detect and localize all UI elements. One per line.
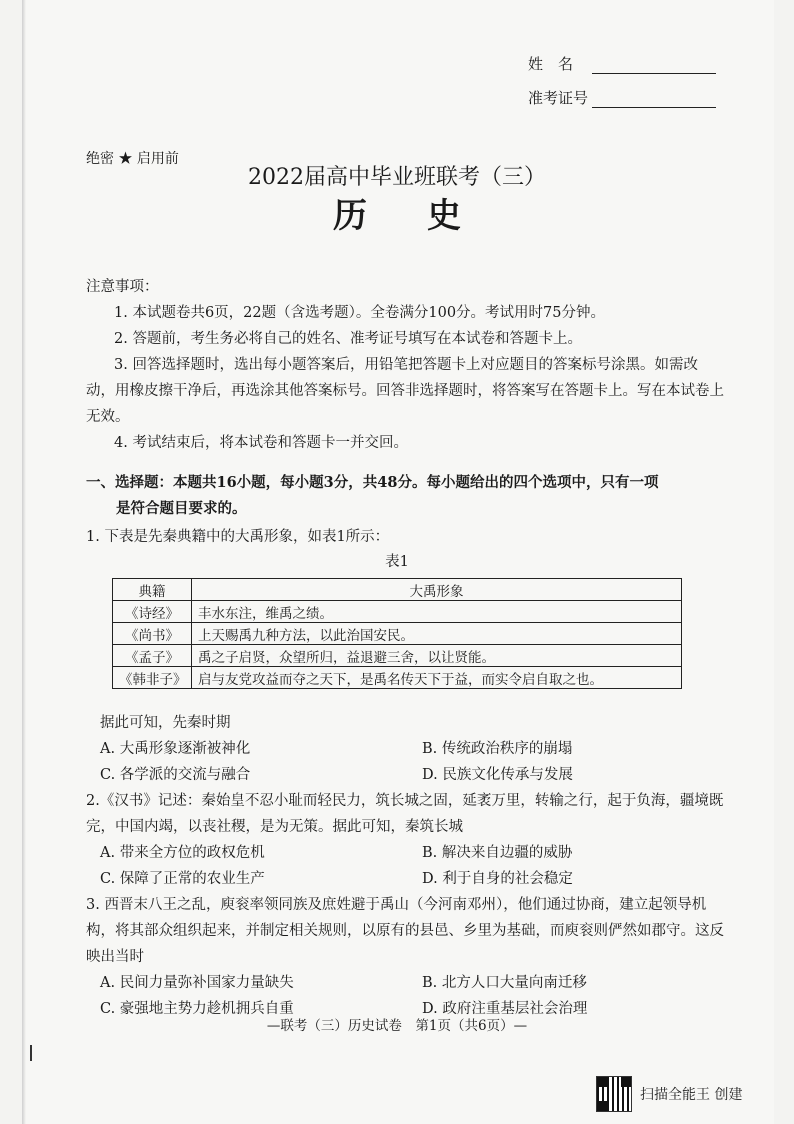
table-cell-book: 《诗经》 xyxy=(113,601,192,623)
name-field[interactable] xyxy=(528,40,716,74)
question-text: 1. 下表是先秦典籍中的大禹形象，如表1所示： xyxy=(86,529,390,545)
option-d[interactable]: D. 利于自身的社会稳定 xyxy=(422,871,573,887)
page-footer: —联考（三）历史试卷 第1页（共6页）— xyxy=(266,1018,528,1034)
notice-heading: 注意事项： xyxy=(86,279,159,295)
option-list xyxy=(86,840,726,892)
notice-item: 2. 答题前，考生务必将自己的姓名、准考证号填写在本试卷和答题卡上。 xyxy=(114,331,582,347)
table-row xyxy=(113,623,682,645)
table-cell-book: 《尚书》 xyxy=(113,623,192,645)
option-a[interactable]: A. 大禹形象逐渐被神化 xyxy=(100,741,251,757)
notice-block xyxy=(86,274,726,456)
question-1-stem xyxy=(86,524,726,550)
table-header: 大禹形象 xyxy=(192,579,682,601)
section-heading xyxy=(86,470,726,522)
question-follow: 据此可知，先秦时期 xyxy=(100,715,231,731)
option-list xyxy=(86,736,726,788)
table-caption: 表1 xyxy=(385,554,409,570)
figure-table xyxy=(112,578,682,689)
option-a[interactable]: A. 带来全方位的政权危机 xyxy=(100,845,265,861)
section-line-1: 一、选择题：本题共16小题，每小题3分，共48分。每小题给出的四个选项中，只有一项 xyxy=(86,474,659,491)
question-text: 2.《汉书》记述：秦始皇不忍小耻而轻民力，筑长城之固，延袤万里，转输之行，起于负海，疆境既完，中国内竭，以丧社稷，是为无策。据此可知，秦筑长城 xyxy=(86,793,724,835)
scanner-label: 扫描全能王 创建 xyxy=(640,1087,743,1103)
notice-item: 4. 考试结束后，将本试卷和答题卡一并交回。 xyxy=(114,435,408,451)
table-row xyxy=(113,601,682,623)
option-c[interactable]: C. 保障了正常的农业生产 xyxy=(100,871,265,887)
table-cell-image: 启与友党攻益而夺之天下，是禹名传天下于益，而实令启自取之也。 xyxy=(192,667,682,689)
table-row xyxy=(113,667,682,689)
secret-label: 绝密 ★ 启用前 xyxy=(86,151,179,167)
option-a[interactable]: A. 民间力量弥补国家力量缺失 xyxy=(100,975,294,991)
option-b[interactable]: B. 解决来自边疆的威胁 xyxy=(422,845,573,861)
option-c[interactable]: C. 各学派的交流与融合 xyxy=(100,767,251,783)
notice-item: 1. 本试题卷共6页，22题（含选考题）。全卷满分100分。考试用时75分钟。 xyxy=(114,305,605,321)
qr-code-icon xyxy=(596,1076,632,1112)
table-cell-book: 《韩非子》 xyxy=(113,667,192,689)
exam-id-blank[interactable] xyxy=(592,89,716,108)
question-2 xyxy=(86,788,726,892)
section-line-2: 是符合题目要求的。 xyxy=(116,500,247,517)
name-blank[interactable] xyxy=(592,55,716,74)
question-text: 3. 西晋末八王之乱，庾衮率领同族及庶姓避于禹山（今河南邓州），他们通过协商，建立起领导机构，将其部众组织起来，并制定相关规则，以原有的县邑、乡里为基础，而庾衮则俨然如郡守。这反映出当时 xyxy=(86,897,724,965)
table-cell-book: 《孟子》 xyxy=(113,645,192,667)
table-header-row xyxy=(113,579,682,601)
option-d[interactable]: D. 政府注重基层社会治理 xyxy=(422,1001,588,1017)
table-cell-image: 丰水东注，维禹之绩。 xyxy=(192,601,682,623)
question-1-body xyxy=(86,710,726,788)
margin-mark xyxy=(30,1045,32,1061)
table-cell-image: 上天赐禹九种方法，以此治国安民。 xyxy=(192,623,682,645)
notice-item: 3. 回答选择题时，选出每小题答案后，用铅笔把答题卡上对应题目的答案标号涂黑。如需改动，用橡皮擦干净后，再选涂其他答案标号。回答非选择题时，将答案写在答题卡上。写在本试卷上无效。 xyxy=(86,357,724,425)
table-row xyxy=(113,645,682,667)
candidate-info xyxy=(528,40,716,108)
scanner-watermark xyxy=(596,1076,742,1112)
exam-id-label: 准考证号 xyxy=(528,89,589,107)
question-3 xyxy=(86,892,726,1022)
exam-subject: 历史 xyxy=(333,196,521,236)
exam-title: 2022届高中毕业班联考（三） xyxy=(248,165,546,190)
table-cell-image: 禹之子启贤，众望所归，益退避三舍，以让贤能。 xyxy=(192,645,682,667)
option-d[interactable]: D. 民族文化传承与发展 xyxy=(422,767,573,783)
exam-id-field[interactable] xyxy=(528,74,716,108)
option-b[interactable]: B. 传统政治秩序的崩塌 xyxy=(422,741,573,757)
table-header: 典籍 xyxy=(113,579,192,601)
name-label: 姓 名 xyxy=(528,55,574,73)
option-b[interactable]: B. 北方人口大量向南迁移 xyxy=(422,975,587,991)
option-c[interactable]: C. 豪强地主势力趁机拥兵自重 xyxy=(100,1001,294,1017)
